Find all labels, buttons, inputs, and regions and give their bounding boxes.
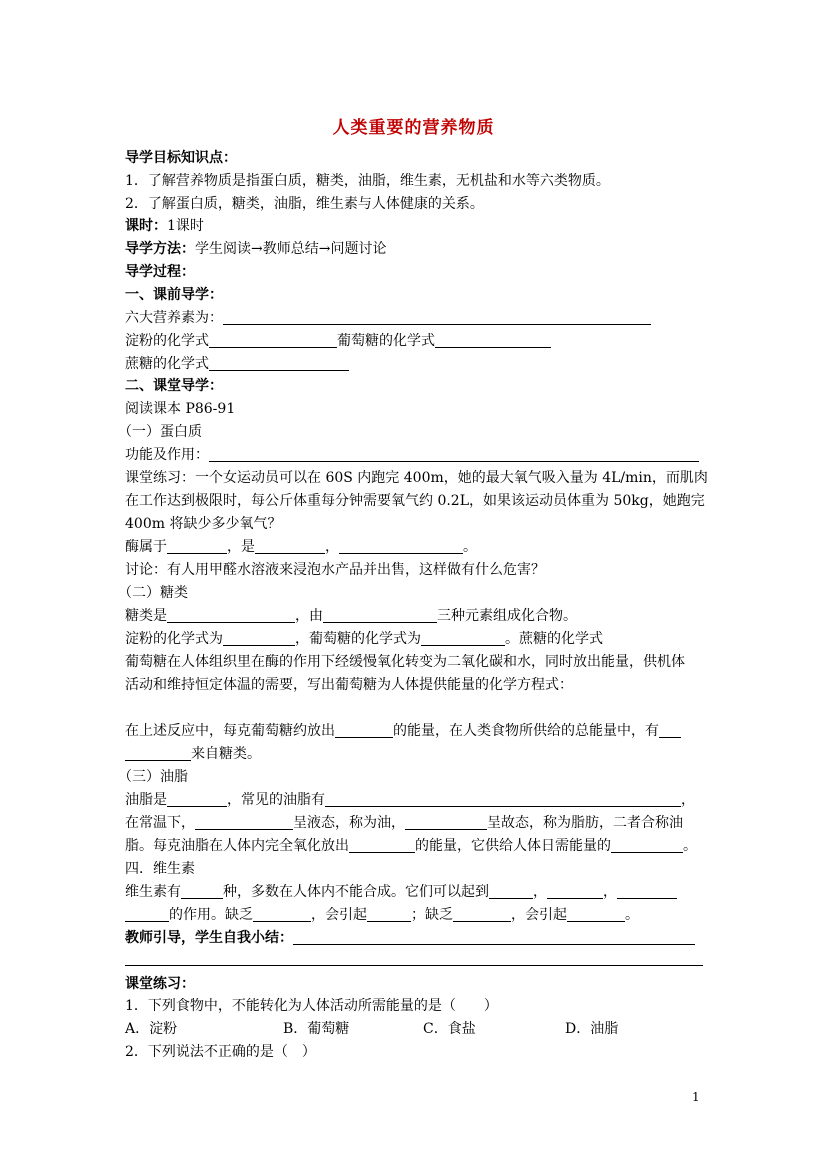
blank-protein-function[interactable] <box>209 447 699 462</box>
blank-liquid-fat[interactable] <box>195 815 293 830</box>
exercise-line-2: 在工作达到极限时，每公斤体重每分钟需要氧气约 0.2L，如果该运动员体重为 50kg，她跑完 <box>125 493 705 509</box>
glucose-label: 葡萄糖的化学式 <box>337 333 435 349</box>
question-2: 2．下列说法不正确的是（ ） <box>125 1044 316 1060</box>
vitamin-text-1a: 维生素有 <box>125 884 181 900</box>
vitamin-text-2b: ，会引起 <box>311 907 367 923</box>
blank-fat-share[interactable] <box>611 838 683 853</box>
blank-vitamin-lack-2[interactable] <box>453 907 511 922</box>
hours-label: 课时： <box>125 218 167 234</box>
question-1: 1．下列食物中，不能转化为人体活动所需能量的是（ ） <box>125 998 498 1014</box>
objectives-heading: 导学目标知识点： <box>125 150 237 166</box>
blank-fat-def[interactable] <box>167 792 227 807</box>
summary-line <box>125 929 695 947</box>
practice-heading: 课堂练习： <box>125 976 195 992</box>
fat-text-1a: 油脂是 <box>125 792 167 808</box>
summary-label: 教师引导，学生自我小结： <box>125 930 293 946</box>
pre-heading: 一、课前导学： <box>125 287 223 303</box>
question-1-options <box>125 1020 618 1038</box>
fat-heading: （三）油脂 <box>118 769 188 785</box>
blank-enzyme-1[interactable] <box>167 539 227 554</box>
sugar-line-2 <box>125 630 603 648</box>
fat-text-1b: ，常见的油脂有 <box>227 792 325 808</box>
blank-summary-2[interactable] <box>125 965 703 966</box>
blank-vitamin-role-2[interactable] <box>547 884 603 899</box>
vitamin-text-2a: 的作用。缺乏 <box>169 907 253 923</box>
blank-vitamin-role-3a[interactable] <box>617 884 677 899</box>
hours-value: 1课时 <box>167 218 204 234</box>
six-nutrients-label: 六大营养素为： <box>125 310 223 326</box>
exercise-line-1: 课堂练习：一个女运动员可以在 60S 内跑完 400m，她的最大氧气吸入量为 4L/min，而肌肉 <box>125 470 708 486</box>
fat-text-2b: 呈液态，称为油， <box>293 815 405 831</box>
blank-solid-fat[interactable] <box>405 815 487 830</box>
sucrose-label: 蔗糖的化学式 <box>125 356 209 372</box>
vitamin-line-2 <box>125 906 639 924</box>
objective-1: 1．了解营养物质是指蛋白质，糖类，油脂，维生素，无机盐和水等六类物质。 <box>125 173 610 189</box>
document-title: 人类重要的营养物质 <box>332 118 495 138</box>
read-textbook: 阅读课本 P86-91 <box>125 401 236 417</box>
protein-function-line <box>125 446 699 464</box>
option-d[interactable]: D．油脂 <box>565 1021 619 1037</box>
blank-vitamin-lack-1[interactable] <box>253 907 311 922</box>
fat-line-3 <box>125 837 697 855</box>
blank-disease-1[interactable] <box>367 907 411 922</box>
blank-fat-energy[interactable] <box>349 838 415 853</box>
sugar-text-2c: 。蔗糖的化学式 <box>505 631 603 647</box>
option-b[interactable]: B．葡萄糖 <box>283 1021 350 1037</box>
discussion-line: 讨论：有人用甲醛水溶液来浸泡水产品并出售，这样做有什么危害？ <box>125 562 545 578</box>
six-nutrients-line <box>125 309 651 327</box>
fat-text-2a: 在常温下， <box>125 815 195 831</box>
protein-function-label: 功能及作用： <box>125 447 209 463</box>
enzyme-text-b: ，是 <box>227 539 255 555</box>
blank-glucose-formula-2[interactable] <box>421 631 505 646</box>
blank-sugar-share-a[interactable] <box>659 723 681 738</box>
process-heading: 导学过程： <box>125 264 195 280</box>
sucrose-line <box>125 355 349 373</box>
blank-sugar-def[interactable] <box>167 608 295 623</box>
starch-glucose-line <box>125 332 551 350</box>
fat-text-3c: 。 <box>683 838 697 854</box>
sugar-line-1 <box>125 607 577 625</box>
blank-vitamin-role-3b[interactable] <box>125 907 169 922</box>
blank-starch-formula-2[interactable] <box>223 631 295 646</box>
vitamin-text-1d: ， <box>603 884 617 900</box>
blank-six-nutrients[interactable] <box>223 310 651 325</box>
blank-disease-2[interactable] <box>567 907 625 922</box>
sugar-text-1a: 糖类是 <box>125 608 167 624</box>
class-heading: 二、课堂导学： <box>125 378 223 394</box>
sugar-text-1b: ，由 <box>295 608 323 624</box>
blank-glucose-energy[interactable] <box>335 723 393 738</box>
method-label: 导学方法： <box>125 241 195 257</box>
sugar-text-1c: 三种元素组成化合物。 <box>437 608 577 624</box>
vitamin-heading: 四．维生素 <box>125 861 195 877</box>
sugar-line-4: 活动和维持恒定体温的需要，写出葡萄糖为人体提供能量的化学方程式： <box>125 677 573 693</box>
fat-text-3b: 的能量，它供给人体日需能量的 <box>415 838 611 854</box>
blank-enzyme-2[interactable] <box>255 539 325 554</box>
sugar-heading: （二）糖类 <box>118 585 188 601</box>
sugar-line-6 <box>125 745 261 763</box>
blank-sugar-share-b[interactable] <box>125 746 191 761</box>
sugar-text-6: 来自糖类。 <box>191 746 261 762</box>
fat-text-3a: 脂。每克油脂在人体内完全氧化放出 <box>125 838 349 854</box>
sugar-text-5b: 的能量，在人类食物所供给的总能量中，有 <box>393 723 659 739</box>
vitamin-text-2c: ；缺乏 <box>411 907 453 923</box>
blank-enzyme-3[interactable] <box>339 539 463 554</box>
page-number: 1 <box>692 1090 700 1104</box>
objective-2: 2．了解蛋白质，糖类，油脂，维生素与人体健康的关系。 <box>125 196 484 212</box>
blank-sucrose-formula[interactable] <box>209 356 349 371</box>
fat-text-2c: 呈故态，称为脂肪，二者合称油 <box>487 815 683 831</box>
hours-line <box>125 217 204 235</box>
exercise-line-3: 400m 将缺少多少氧气？ <box>125 516 282 532</box>
fat-line-1 <box>125 791 695 809</box>
enzyme-label: 酶属于 <box>125 539 167 555</box>
fat-line-2 <box>125 814 683 832</box>
option-a[interactable]: A．淀粉 <box>125 1021 178 1037</box>
starch-label: 淀粉的化学式 <box>125 333 209 349</box>
vitamin-text-1c: ， <box>533 884 547 900</box>
blank-vitamin-role-1[interactable] <box>489 884 533 899</box>
blank-sugar-elements[interactable] <box>323 608 437 623</box>
enzyme-text-c: ， <box>325 539 339 555</box>
vitamin-text-1b: 种，多数在人体内不能合成。它们可以起到 <box>223 884 489 900</box>
sugar-text-2a: 淀粉的化学式为 <box>125 631 223 647</box>
method-value: 学生阅读→教师总结→问题讨论 <box>195 241 387 257</box>
method-line <box>125 240 386 258</box>
blank-summary-1[interactable] <box>293 930 695 945</box>
vitamin-text-2d: ，会引起 <box>511 907 567 923</box>
blank-common-fats[interactable] <box>325 792 681 807</box>
vitamin-line-1 <box>125 883 677 901</box>
option-c[interactable]: C．食盐 <box>423 1021 476 1037</box>
sugar-line-3: 葡萄糖在人体组织里在酶的作用下经缓慢氧化转变为二氧化碳和水，同时放出能量，供机体 <box>125 654 685 670</box>
fat-text-1c: ， <box>681 792 695 808</box>
sugar-line-5 <box>125 722 681 740</box>
enzyme-line <box>125 538 477 556</box>
protein-heading: （一）蛋白质 <box>118 424 202 440</box>
sugar-text-5a: 在上述反应中，每克葡萄糖约放出 <box>125 723 335 739</box>
sugar-text-2b: ，葡萄糖的化学式为 <box>295 631 421 647</box>
blank-starch-formula[interactable] <box>209 333 337 348</box>
blank-glucose-formula[interactable] <box>435 333 551 348</box>
blank-vitamin-count[interactable] <box>181 884 223 899</box>
vitamin-text-2e: 。 <box>625 907 639 923</box>
enzyme-text-d: 。 <box>463 539 477 555</box>
